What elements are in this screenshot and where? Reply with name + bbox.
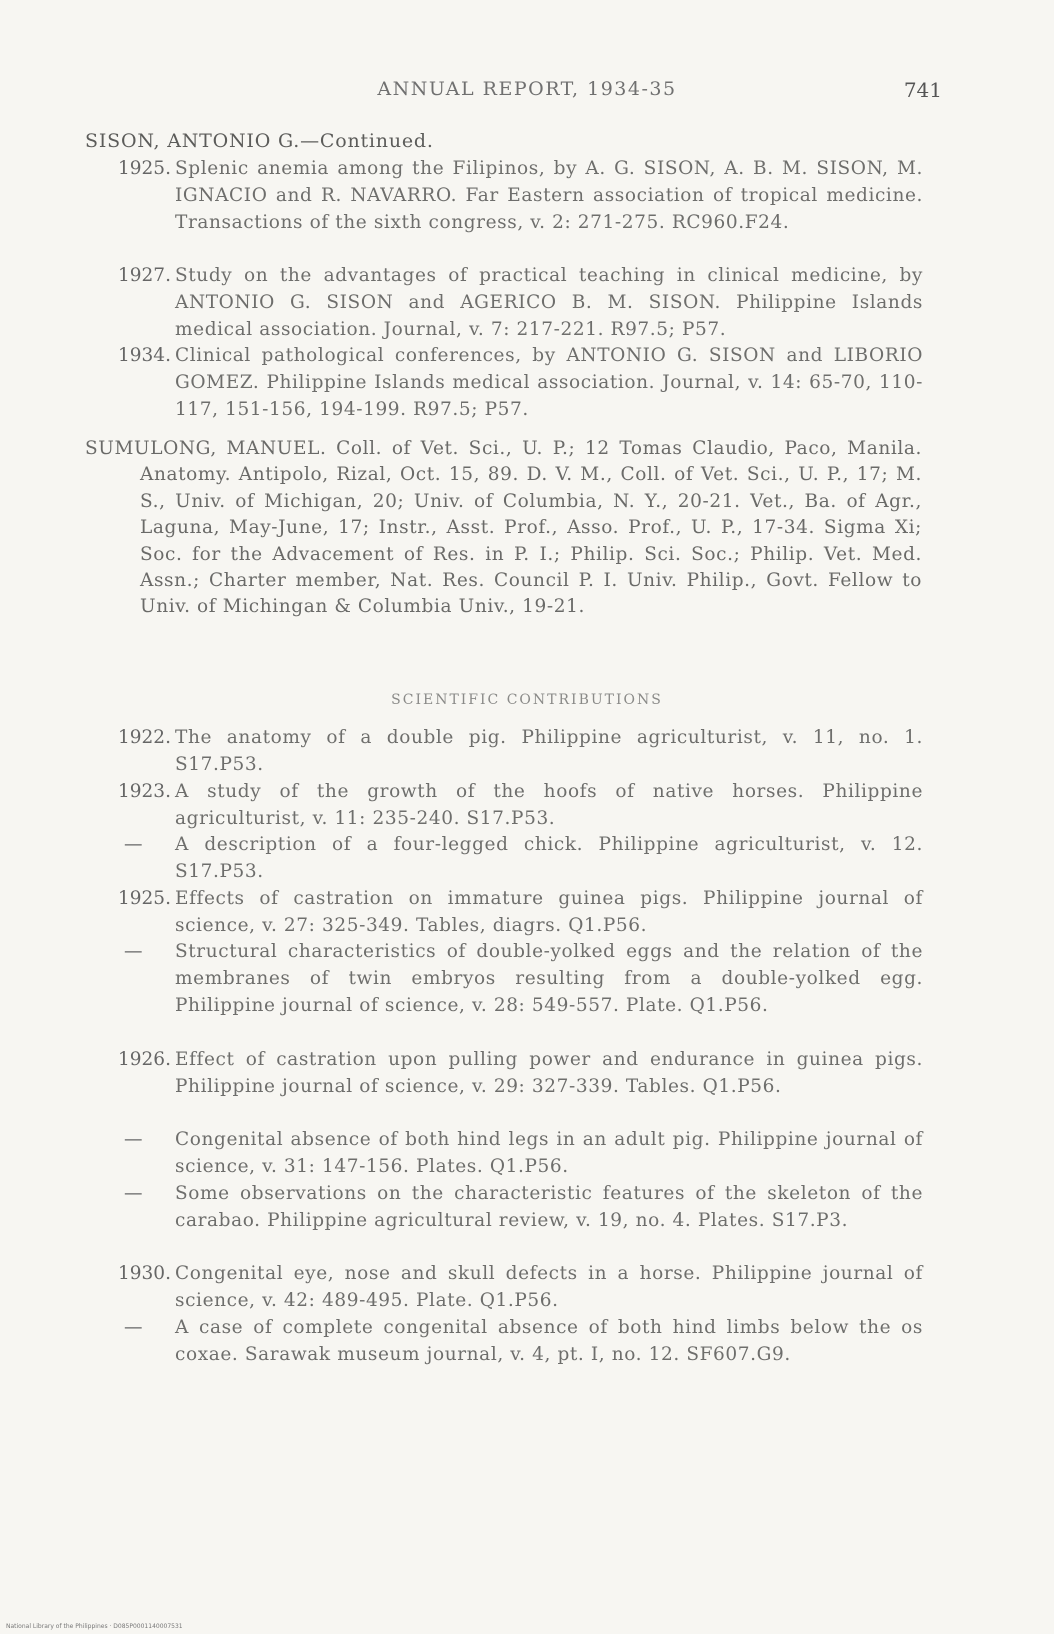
author-heading-sison: SISON, ANTONIO G.—Continued. <box>85 130 434 152</box>
entry-dash: — <box>124 1183 143 1204</box>
bibliography-entry: Structural characteristics of double-yolked eggs and the relation of the membranes of twin embryos resulting from a double-yolked egg. Philippine journal of science, v. 28: 549-557. Plate. Q1.P56. <box>175 941 923 1016</box>
entry-year: 1926. <box>118 1049 171 1070</box>
entry-year: 1925. <box>118 158 171 179</box>
bibliography-entry: Splenic anemia among the Filipinos, by A. G. SISON, A. B. M. SISON, M. IGNACIO and R. NAVARRO. Far Eastern association of tropical medicine. Transactions of the sixth congress, v. 2: 271-275. RC960.F24. <box>175 158 923 233</box>
entry-year: 1934. <box>118 345 171 366</box>
entry-dash: — <box>124 1317 143 1338</box>
bibliography-entry: The anatomy of a double pig. Philippine agriculturist, v. 11, no. 1. S17.P53. <box>175 727 923 775</box>
author-bio-sumulong: SUMULONG, MANUEL. Coll. of Vet. Sci., U. P.; 12 Tomas Claudio, Paco, Manila. Anatomy. Antipolo, Rizal, Oct. 15, 89. D. V. M., Coll. of Vet. Sci., U. P., 17; M. S., Univ. of Michigan, 20; Univ. of Columbia, N. Y., 20-21. Vet., Ba. of Agr., Laguna, May-June, 17; Instr., Asst. Prof., Asso. Prof., U. P., 17-34. Sigma Xi; Soc. for the Advacement of Res. in P. I.; Philip. Sci. Soc.; Philip. Vet. Med. Assn.; Charter member, Nat. Res. Council P. I. Univ. Philip., Govt. Fellow to Univ. of Michingan & Columbia Univ., 19-21. <box>85 438 922 618</box>
entry-dash: — <box>124 834 143 855</box>
entry-year: 1930. <box>118 1263 171 1284</box>
entry-year: 1922. <box>118 727 171 748</box>
bibliography-entry: A description of a four-legged chick. Philippine agriculturist, v. 12. S17.P53. <box>175 834 923 882</box>
entry-year: 1923. <box>118 781 171 802</box>
entry-year: 1927. <box>118 265 171 286</box>
running-title: ANNUAL REPORT, 1934-35 <box>377 78 677 100</box>
page-number: 741 <box>903 78 942 102</box>
bibliography-entry: Some observations on the characteristic features of the skeleton of the carabao. Philippine agricultural review, v. 19, no. 4. Plates. S17.P3. <box>175 1183 923 1231</box>
bibliography-entry: Study on the advantages of practical teaching in clinical medicine, by ANTONIO G. SISON and AGERICO B. M. SISON. Philippine Islands medical association. Journal, v. 7: 217-221. R97.5; P57. <box>175 265 923 340</box>
bibliography-entry: Effect of castration upon pulling power and endurance in guinea pigs. Philippine journal of science, v. 29: 327-339. Tables. Q1.P56. <box>175 1049 923 1097</box>
bibliography-entry: Clinical pathological conferences, by ANTONIO G. SISON and LIBORIO GOMEZ. Philippine Islands medical association. Journal, v. 14: 65-70, 110-117, 151-156, 194-199. R97.5; P57. <box>175 345 923 420</box>
bibliography-entry: Congenital absence of both hind legs in an adult pig. Philippine journal of science, v. 31: 147-156. Plates. Q1.P56. <box>175 1129 923 1177</box>
entry-dash: — <box>124 1129 143 1150</box>
bibliography-entry: A case of complete congenital absence of both hind limbs below the os coxae. Sarawak museum journal, v. 4, pt. I, no. 12. SF607.G9. <box>175 1317 923 1365</box>
bibliography-entry: Effects of castration on immature guinea pigs. Philippine journal of science, v. 27: 325-349. Tables, diagrs. Q1.P56. <box>175 888 923 936</box>
bibliography-entry: Congenital eye, nose and skull defects in a horse. Philippine journal of science, v. 42: 489-495. Plate. Q1.P56. <box>175 1263 923 1311</box>
page-header <box>0 78 1054 108</box>
digitization-credit: National Library of the Philippines · D085P0001140007531 <box>6 1623 183 1630</box>
entry-dash: — <box>124 941 143 962</box>
bibliography-entry: A study of the growth of the hoofs of native horses. Philippine agriculturist, v. 11: 235-240. S17.P53. <box>175 781 923 829</box>
section-title: SCIENTIFIC CONTRIBUTIONS <box>391 692 663 708</box>
entry-year: 1925. <box>118 888 171 909</box>
